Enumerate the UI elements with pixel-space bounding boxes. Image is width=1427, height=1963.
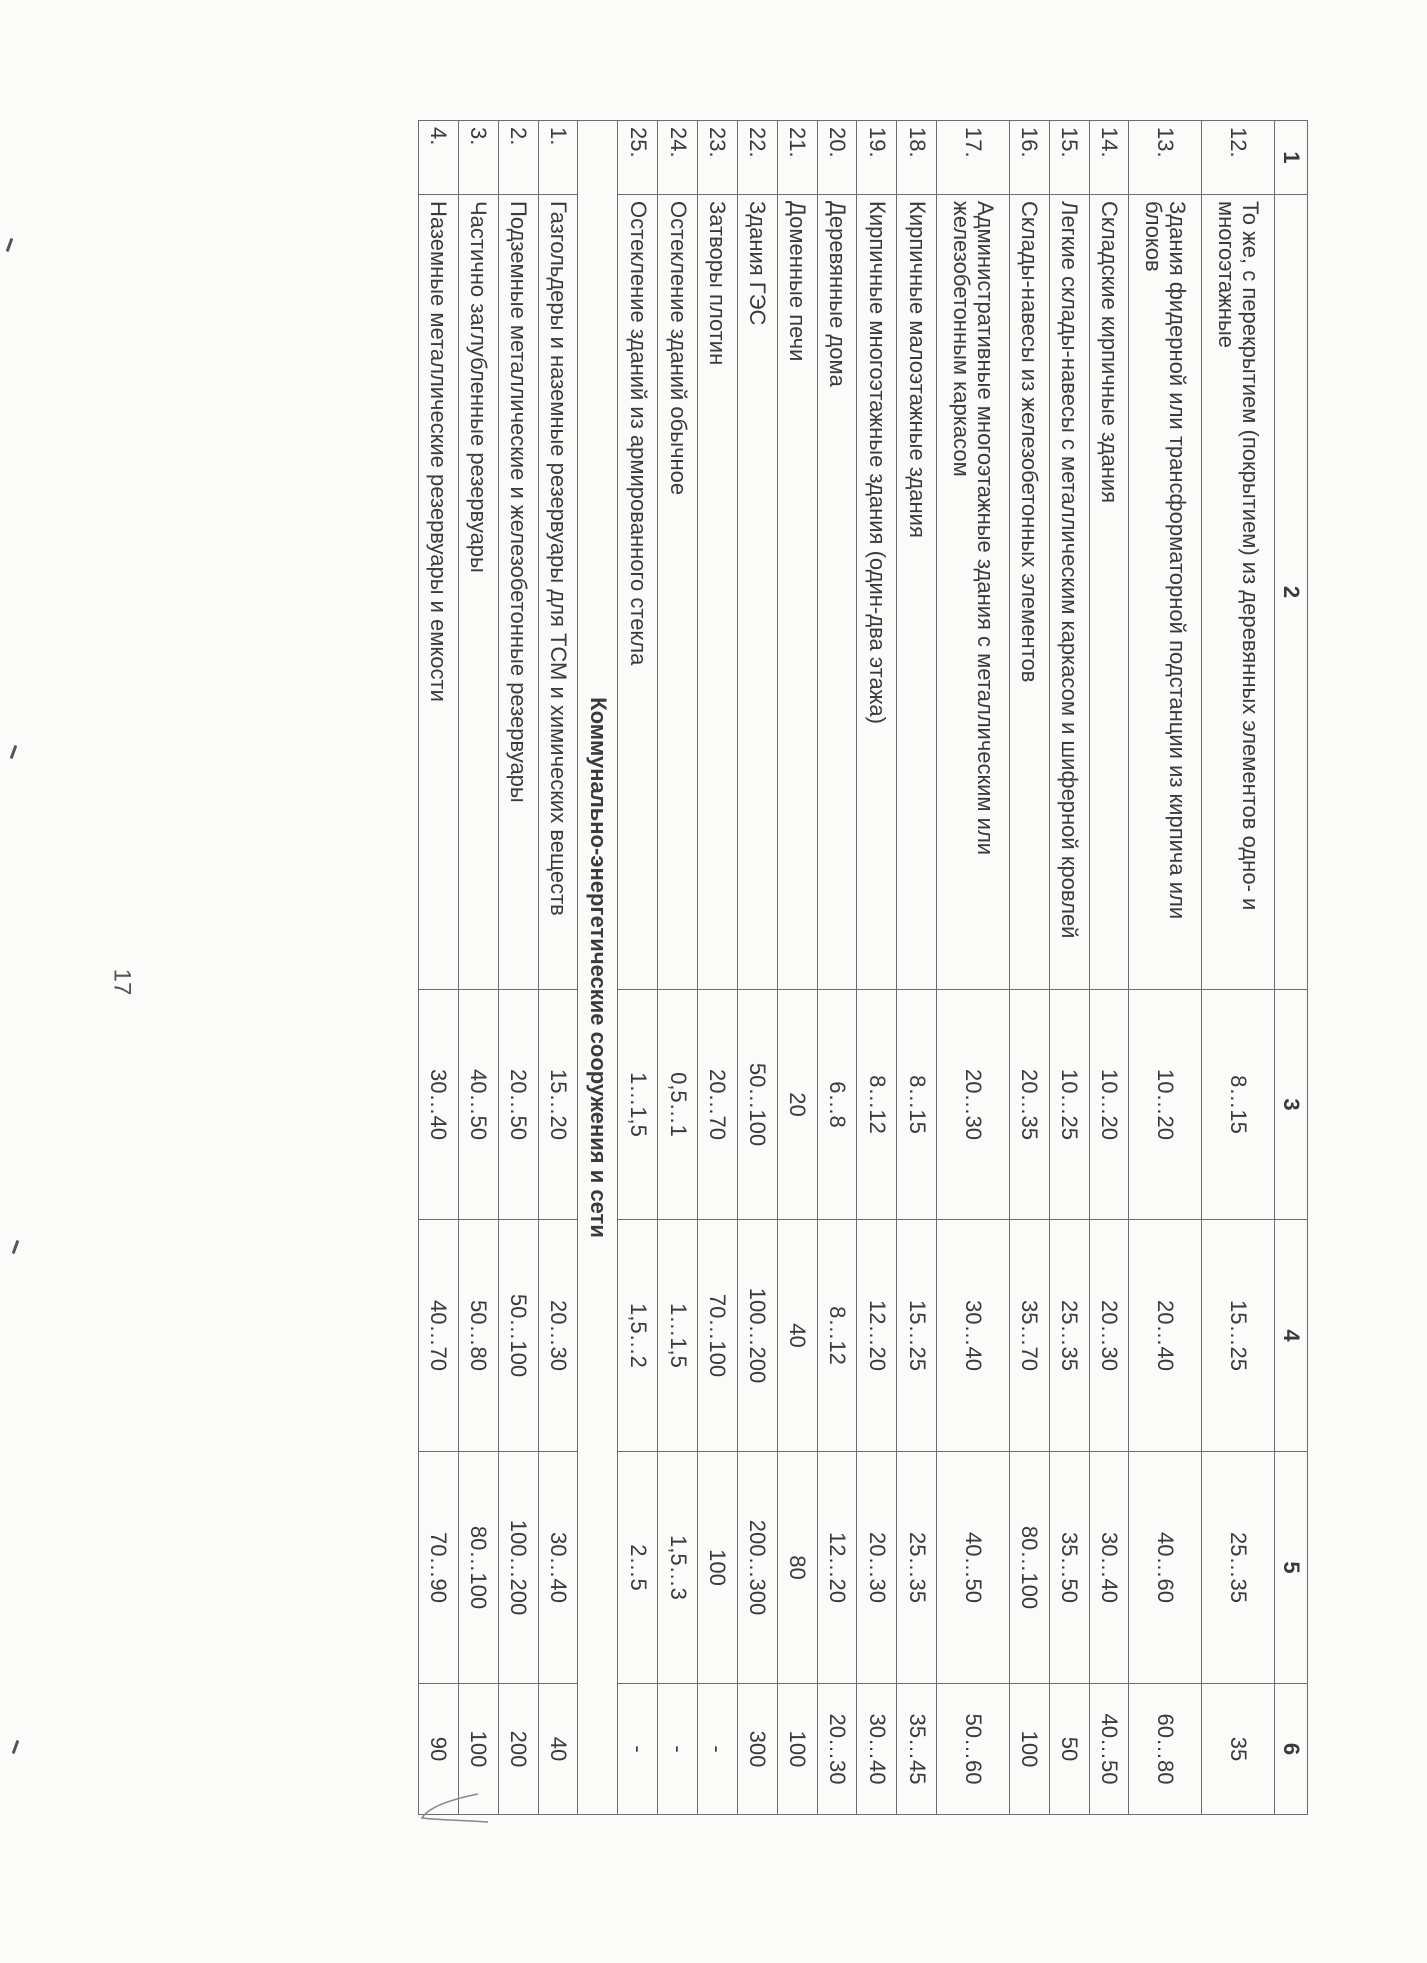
object-name-cell: Затворы плотин <box>698 195 738 990</box>
value-cell-col5: 100 <box>698 1452 738 1684</box>
value-cell-col4: 15…25 <box>1202 1220 1275 1452</box>
value-cell-col4: 40…70 <box>419 1220 459 1452</box>
column-header: 6 <box>1275 1684 1308 1815</box>
value-cell-col5: 20…30 <box>857 1452 897 1684</box>
row-number-cell: 22. <box>737 121 777 195</box>
table-row <box>618 121 658 1815</box>
column-header: 4 <box>1275 1220 1308 1452</box>
row-number-cell: 3. <box>458 121 498 195</box>
value-cell-col4: 50…80 <box>458 1220 498 1452</box>
value-cell-col6: 100 <box>777 1684 817 1815</box>
table-row <box>1009 121 1049 1815</box>
row-number-cell: 16. <box>1009 121 1049 195</box>
table-row <box>897 121 937 1815</box>
column-header: 5 <box>1275 1452 1308 1684</box>
column-header: 2 <box>1275 195 1308 990</box>
row-number-cell: 24. <box>658 121 698 195</box>
value-cell-col6: 40 <box>538 1684 578 1815</box>
value-cell-col3: 20…70 <box>698 990 738 1220</box>
value-cell-col6: - <box>698 1684 738 1815</box>
value-cell-col5: 12…20 <box>817 1452 857 1684</box>
table-header-row <box>1275 121 1308 1815</box>
row-number-cell: 18. <box>897 121 937 195</box>
object-name-cell: То же, с перекрытием (покрытием) из деревянных элементов одно- и многоэтажные <box>1202 195 1275 990</box>
value-cell-col4: 30…40 <box>937 1220 1010 1452</box>
value-cell-col5: 40…50 <box>937 1452 1010 1684</box>
row-number-cell: 1. <box>538 121 578 195</box>
value-cell-col3: 30…40 <box>419 990 459 1220</box>
value-cell-col3: 20 <box>777 990 817 1220</box>
value-cell-col6: 50…60 <box>937 1684 1010 1815</box>
object-name-cell: Наземные металлические резервуары и емкости <box>419 195 459 990</box>
table-row <box>1202 121 1275 1815</box>
value-cell-col5: 80 <box>777 1452 817 1684</box>
value-cell-col6: 100 <box>1009 1684 1049 1815</box>
value-cell-col5: 25…35 <box>1202 1452 1275 1684</box>
value-cell-col4: 50…100 <box>498 1220 538 1452</box>
object-name-cell: Здания ГЭС <box>737 195 777 990</box>
value-cell-col6: 30…40 <box>857 1684 897 1815</box>
value-cell-col3: 50…100 <box>737 990 777 1220</box>
row-number-cell: 15. <box>1049 121 1089 195</box>
value-cell-col5: 100…200 <box>498 1452 538 1684</box>
table-row <box>538 121 578 1815</box>
value-cell-col5: 70…90 <box>419 1452 459 1684</box>
row-number-cell: 2. <box>498 121 538 195</box>
row-number-cell: 12. <box>1202 121 1275 195</box>
value-cell-col6: 100 <box>458 1684 498 1815</box>
value-cell-col3: 1…1,5 <box>618 990 658 1220</box>
value-cell-col5: 80…100 <box>1009 1452 1049 1684</box>
scan-edge-mark <box>12 1740 20 1754</box>
scan-edge-mark <box>10 745 18 759</box>
object-name-cell: Кирпичные малоэтажные здания <box>897 195 937 990</box>
object-name-cell: Административные многоэтажные здания с металлическим или железобетонным каркасом <box>937 195 1010 990</box>
value-cell-col6: 35 <box>1202 1684 1275 1815</box>
value-cell-col5: 30…40 <box>538 1452 578 1684</box>
table-row <box>458 121 498 1815</box>
object-name-cell: Доменные печи <box>777 195 817 990</box>
value-cell-col5: 35…50 <box>1049 1452 1089 1684</box>
value-cell-col4: 8…12 <box>817 1220 857 1452</box>
page-number: 17 <box>108 968 136 996</box>
value-cell-col6: - <box>618 1684 658 1815</box>
row-number-cell: 17. <box>937 121 1010 195</box>
object-name-cell: Кирпичные многоэтажные здания (один-два этажа) <box>857 195 897 990</box>
value-cell-col5: 25…35 <box>897 1452 937 1684</box>
value-cell-col5: 1,5…3 <box>658 1452 698 1684</box>
object-name-cell: Подземные металлические и железобетонные резервуары <box>498 195 538 990</box>
scan-edge-mark <box>12 1240 20 1254</box>
value-cell-col4: 1…1,5 <box>658 1220 698 1452</box>
value-cell-col4: 40 <box>777 1220 817 1452</box>
table-row <box>1049 121 1089 1815</box>
object-name-cell: Склады-навесы из железобетонных элементов <box>1009 195 1049 990</box>
table-row <box>737 121 777 1815</box>
row-number-cell: 19. <box>857 121 897 195</box>
value-cell-col6: 200 <box>498 1684 538 1815</box>
value-cell-col4: 70…100 <box>698 1220 738 1452</box>
column-header: 1 <box>1275 121 1308 195</box>
value-cell-col5: 80…100 <box>458 1452 498 1684</box>
table-row <box>498 121 538 1815</box>
object-name-cell: Здания фидерной или трансформаторной подстанции из кирпича или блоков <box>1129 195 1202 990</box>
value-cell-col6: 50 <box>1049 1684 1089 1815</box>
value-cell-col6: 35…45 <box>897 1684 937 1815</box>
object-name-cell: Частично заглубленные резервуары <box>458 195 498 990</box>
damage-parameters-table <box>418 120 1308 1815</box>
value-cell-col6: 40…50 <box>1089 1684 1129 1815</box>
value-cell-col4: 25…35 <box>1049 1220 1089 1452</box>
table-row <box>817 121 857 1815</box>
object-name-cell: Остекление зданий обычное <box>658 195 698 990</box>
value-cell-col4: 20…30 <box>538 1220 578 1452</box>
value-cell-col5: 40…60 <box>1129 1452 1202 1684</box>
value-cell-col4: 20…40 <box>1129 1220 1202 1452</box>
value-cell-col4: 1,5…2 <box>618 1220 658 1452</box>
value-cell-col3: 10…20 <box>1089 990 1129 1220</box>
row-number-cell: 4. <box>419 121 459 195</box>
table-row <box>937 121 1010 1815</box>
value-cell-col3: 20…35 <box>1009 990 1049 1220</box>
row-number-cell: 21. <box>777 121 817 195</box>
row-number-cell: 20. <box>817 121 857 195</box>
object-name-cell: Складские кирпичные здания <box>1089 195 1129 990</box>
section-header-row <box>578 121 618 1815</box>
object-name-cell: Остекление зданий из армированного стекла <box>618 195 658 990</box>
value-cell-col5: 2…5 <box>618 1452 658 1684</box>
value-cell-col3: 0,5…1 <box>658 990 698 1220</box>
value-cell-col3: 8…15 <box>897 990 937 1220</box>
value-cell-col6: - <box>658 1684 698 1815</box>
value-cell-col3: 10…20 <box>1129 990 1202 1220</box>
object-name-cell: Деревянные дома <box>817 195 857 990</box>
value-cell-col5: 200…300 <box>737 1452 777 1684</box>
row-number-cell: 25. <box>618 121 658 195</box>
value-cell-col6: 60…80 <box>1129 1684 1202 1815</box>
scan-edge-mark <box>6 238 14 252</box>
value-cell-col3: 6…8 <box>817 990 857 1220</box>
value-cell-col4: 100…200 <box>737 1220 777 1452</box>
value-cell-col3: 40…50 <box>458 990 498 1220</box>
row-number-cell: 13. <box>1129 121 1202 195</box>
row-number-cell: 23. <box>698 121 738 195</box>
object-name-cell: Газгольдеры и наземные резервуары для ТСМ и химических веществ <box>538 195 578 990</box>
table-row <box>857 121 897 1815</box>
pen-stroke-mark <box>418 1790 498 1830</box>
rotated-table-container <box>418 120 1308 1814</box>
value-cell-col6: 90 <box>419 1684 459 1815</box>
column-header: 3 <box>1275 990 1308 1220</box>
value-cell-col4: 20…30 <box>1089 1220 1129 1452</box>
value-cell-col3: 20…30 <box>937 990 1010 1220</box>
value-cell-col3: 8…15 <box>1202 990 1275 1220</box>
value-cell-col6: 300 <box>737 1684 777 1815</box>
table-row <box>658 121 698 1815</box>
value-cell-col4: 12…20 <box>857 1220 897 1452</box>
value-cell-col6: 20…30 <box>817 1684 857 1815</box>
value-cell-col3: 10…25 <box>1049 990 1089 1220</box>
value-cell-col3: 20…50 <box>498 990 538 1220</box>
table-row <box>419 121 459 1815</box>
table-row <box>1129 121 1202 1815</box>
value-cell-col4: 15…25 <box>897 1220 937 1452</box>
value-cell-col3: 15…20 <box>538 990 578 1220</box>
section-title: Коммунально-энергетические сооружения и сети <box>578 121 618 1815</box>
table-row <box>1089 121 1129 1815</box>
value-cell-col4: 35…70 <box>1009 1220 1049 1452</box>
row-number-cell: 14. <box>1089 121 1129 195</box>
value-cell-col3: 8…12 <box>857 990 897 1220</box>
table-row <box>698 121 738 1815</box>
value-cell-col5: 30…40 <box>1089 1452 1129 1684</box>
table-row <box>777 121 817 1815</box>
object-name-cell: Легкие склады-навесы с металлическим каркасом и шиферной кровлей <box>1049 195 1089 990</box>
